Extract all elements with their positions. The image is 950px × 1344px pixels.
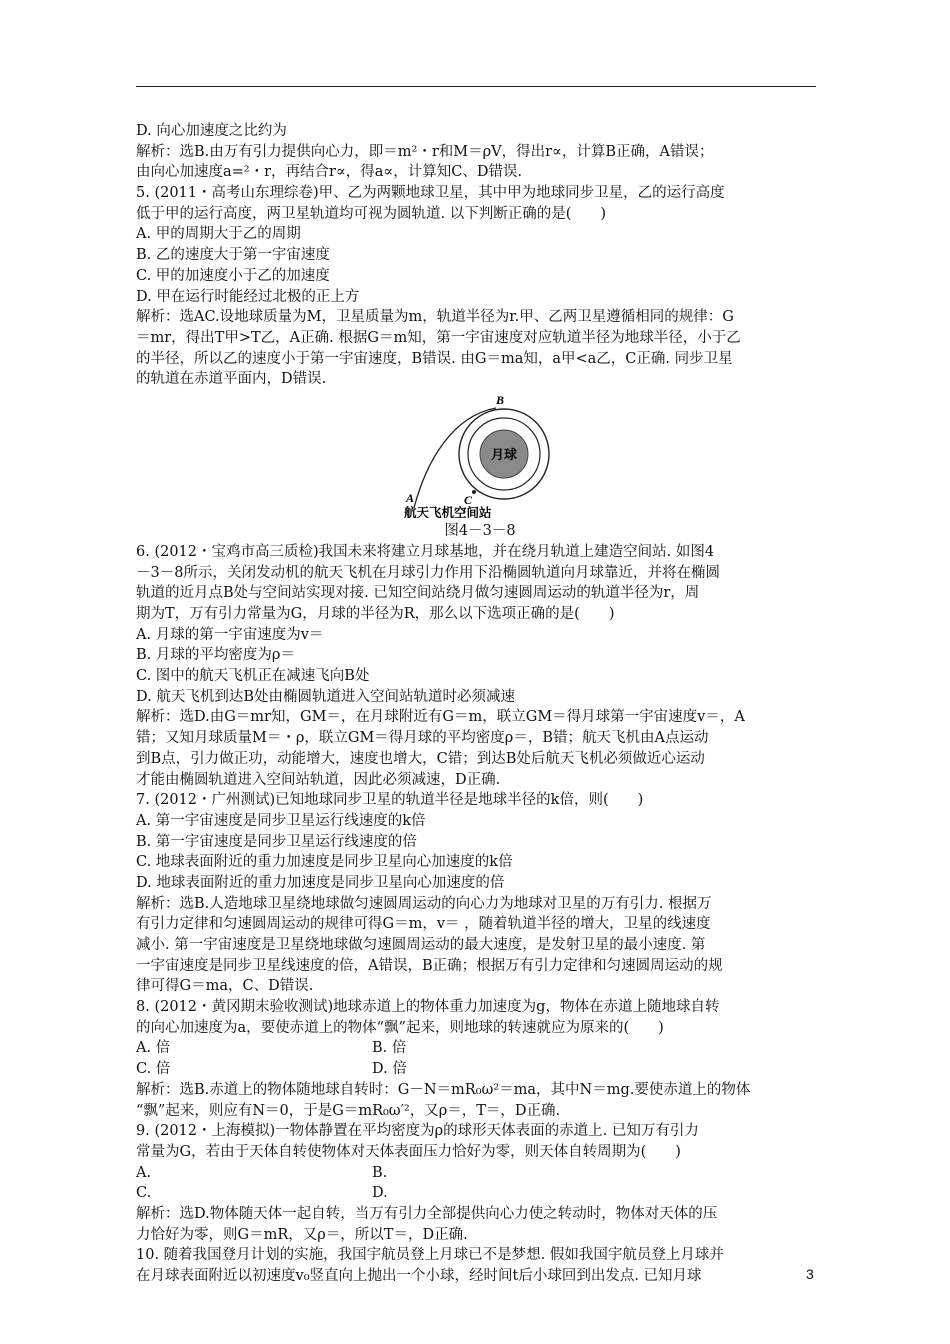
option-c: C. bbox=[136, 1185, 152, 1202]
text-line: 解析：选B.由万有引力提供向心力，即＝m²・r和M＝ρV，得出r∝，计算B正确，A错误； bbox=[136, 143, 714, 160]
text-line: 由向心加速度a=²・r，再结合r∝，得a∝，计算知C、D错误. bbox=[136, 164, 523, 181]
text-line: 9. (2012・上海模拟)一物体静置在平均密度为ρ的球形天体表面的赤道上. 已知万有引力 bbox=[136, 1123, 699, 1140]
text-block-1 bbox=[136, 121, 820, 390]
text-line: 8. (2012・黄冈期末验收测试)地球赤道上的物体重力加速度为g，物体在赤道上随地球自转 bbox=[136, 999, 720, 1016]
text-line: D. 航天飞机到达B处由椭圆轨道进入空间站轨道时必须减速 bbox=[136, 688, 515, 705]
q9-options bbox=[136, 1163, 820, 1204]
text-line: 7. (2012・广州测试)已知地球同步卫星的轨道半径是地球半径的k倍，则( ) bbox=[136, 792, 644, 809]
text-line: 到B点，引力做正功，动能增大，速度也增大，C错；到达B处后航天飞机必须做近心运动 bbox=[136, 750, 705, 767]
page-number: 3 bbox=[806, 1266, 814, 1282]
text-line: D. 地球表面附近的重力加速度是同步卫星向心加速度的倍 bbox=[136, 874, 505, 891]
text-line: 的轨道在赤道平面内，D错误. bbox=[136, 371, 327, 388]
q8-options bbox=[136, 1038, 820, 1079]
text-block-2 bbox=[136, 542, 820, 1039]
label-c: C bbox=[464, 492, 473, 507]
text-line: 一宇宙速度是同步卫星线速度的倍，A错误，B正确；根据万有引力定律和匀速圆周运动的规 bbox=[136, 957, 723, 974]
text-line: 轨道的近月点B处与空间站实现对接. 已知空间站绕月做匀速圆周运动的轨道半径为r，周 bbox=[136, 585, 700, 602]
text-line: 解析：选D.物体随天体一起自转，当万有引力全部提供向心力使之转动时，物体对天体的压 bbox=[136, 1205, 718, 1222]
text-line: D. 向心加速度之比约为 bbox=[136, 123, 287, 139]
text-line: “飘”起来，则应有N＝0，于是G＝mR₀ω′²，又ρ＝，T＝，D正确. bbox=[136, 1102, 561, 1119]
point-c bbox=[472, 490, 476, 494]
text-block-4 bbox=[136, 1204, 820, 1287]
text-line: 的向心加速度为a，要使赤道上的物体“飘”起来，则地球的转速就应为原来的( ) bbox=[136, 1019, 664, 1036]
text-line: 解析：选B.人造地球卫星绕地球做匀速圆周运动的向心力为地球对卫星的万有引力. 根据万 bbox=[136, 895, 712, 912]
text-line: 力恰好为零，则G＝mR，又ρ＝，所以T＝，D正确. bbox=[136, 1226, 468, 1243]
text-line: 5. (2011・高考山东理综卷)甲、乙为两颗地球卫星，其中甲为地球同步卫星，乙的运行高度 bbox=[136, 185, 725, 202]
option-row bbox=[136, 1059, 820, 1080]
text-line: B. 第一宇宙速度是同步卫星运行线速度的倍 bbox=[136, 833, 417, 850]
text-line: C. 图中的航天飞机正在减速飞向B处 bbox=[136, 668, 370, 685]
text-line: A. 第一宇宙速度是同步卫星运行线速度的k倍 bbox=[136, 812, 426, 829]
page-body bbox=[136, 121, 820, 1287]
label-a: A bbox=[406, 490, 415, 505]
text-line: D. 甲在运行时能经过北极的正上方 bbox=[136, 288, 360, 305]
text-line: C. 地球表面附近的重力加速度是同步卫星向心加速度的k倍 bbox=[136, 854, 513, 871]
option-a: A. bbox=[136, 1164, 152, 1181]
label-b: B bbox=[496, 392, 505, 407]
text-line: C. 甲的加速度小于乙的加速度 bbox=[136, 267, 330, 284]
text-line: 在月球表面附近以初速度v₀竖直向上抛出一个小球，经时间t后小球回到出发点. 已知月球 bbox=[136, 1268, 702, 1284]
option-row bbox=[136, 1183, 820, 1204]
option-c: C. 倍 bbox=[136, 1061, 171, 1078]
option-d: D. 倍 bbox=[372, 1061, 407, 1078]
option-row bbox=[136, 1038, 820, 1059]
option-d: D. bbox=[372, 1185, 388, 1202]
text-line: －3－8所示，关闭发动机的航天飞机在月球引力作用下沿椭圆轨道向月球靠近，并将在椭圆 bbox=[136, 564, 720, 581]
moon-label: 月球 bbox=[490, 447, 518, 463]
figure-caption: 图4－3－8 bbox=[444, 522, 516, 539]
text-line: 才能由椭圆轨道进入空间站轨道，因此必须减速，D正确. bbox=[136, 771, 501, 788]
option-row bbox=[136, 1163, 820, 1184]
orbit-diagram bbox=[400, 392, 560, 518]
text-line: ＝mr，得出T甲>T乙，A正确. 根据G＝m知，第一宇宙速度对应轨道半径为地球半径，小于乙 bbox=[136, 329, 741, 346]
text-line: A. 月球的第一宇宙速度为v＝ bbox=[136, 626, 324, 643]
header-rule bbox=[136, 86, 816, 87]
text-line: B. 乙的速度大于第一宇宙速度 bbox=[136, 247, 330, 264]
text-line: 低于甲的运行高度，两卫星轨道均可视为圆轨道. 以下判断正确的是( ) bbox=[136, 205, 607, 222]
text-line: 错；又知月球质量M＝・ρ，联立GM＝得月球的平均密度ρ＝，B错；航天飞机由A点运动 bbox=[136, 730, 709, 747]
text-line: B. 月球的平均密度为ρ＝ bbox=[136, 647, 295, 664]
text-line: 解析：选B.赤道上的物体随地球自转时：G－N＝mR₀ω²＝ma，其中N＝mg.要使赤道上的物体 bbox=[136, 1081, 751, 1098]
text-line: 10. 随着我国登月计划的实施，我国宇航员登上月球已不是梦想. 假如我国宇航员登上月球并 bbox=[136, 1247, 724, 1264]
text-line: 解析：选AC.设地球质量为M，卫星质量为m，轨道半径为r.甲、乙两卫星遵循相同的规律：G bbox=[136, 309, 734, 326]
orbit-figure bbox=[136, 392, 820, 520]
text-line: 减小. 第一宇宙速度是卫星绕地球做匀速圆周运动的最大速度，是发射卫星的最小速度. 第 bbox=[136, 937, 706, 953]
option-b: B. bbox=[372, 1164, 388, 1181]
text-line: 常量为G，若由于天体自转使物体对天体表面压力恰好为零，则天体自转周期为( ) bbox=[136, 1143, 681, 1160]
text-block-3 bbox=[136, 1080, 820, 1163]
text-line: 的半径，所以乙的速度小于第一宇宙速度，B错误. 由G＝ma知，a甲<a乙，C正确. 同步卫星 bbox=[136, 350, 733, 367]
text-line: A. 甲的周期大于乙的周期 bbox=[136, 226, 301, 243]
station-label: 航天飞机空间站 bbox=[404, 504, 492, 518]
text-line: 期为T，万有引力常量为G，月球的半径为R，那么以下选项正确的是( ) bbox=[136, 606, 615, 622]
text-line: 6. (2012・宝鸡市高三质检)我国未来将建立月球基地，并在绕月轨道上建造空间站. 如图4 bbox=[136, 543, 715, 560]
text-line: 有引力定律和匀速圆周运动的规律可得G＝m，v＝ ，随着轨道半径的增大，卫星的线速度 bbox=[136, 916, 711, 933]
text-line: 解析：选D.由G＝mr知，GM＝，在月球附近有G＝m，联立GM＝得月球第一宇宙速度v＝，A bbox=[136, 709, 745, 726]
text-line: 律可得G＝ma，C、D错误. bbox=[136, 978, 314, 995]
option-a: A. 倍 bbox=[136, 1040, 171, 1057]
option-b: B. 倍 bbox=[372, 1040, 407, 1057]
